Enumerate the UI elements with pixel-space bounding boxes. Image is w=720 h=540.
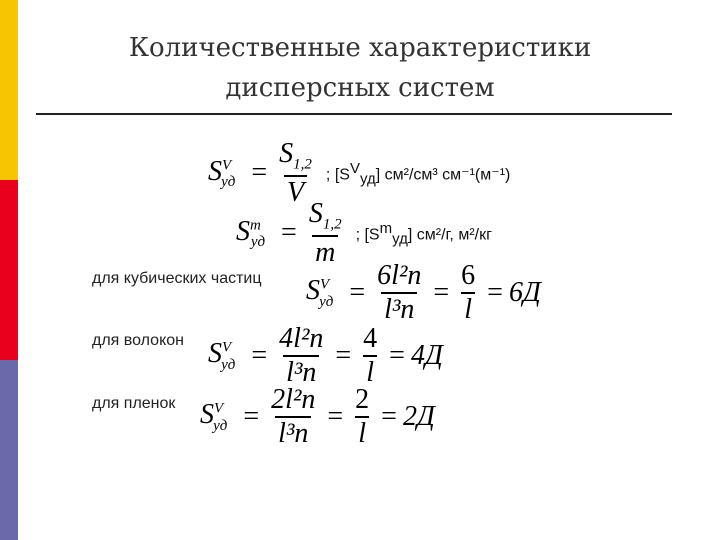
fraction <box>276 140 315 207</box>
formula-lhs <box>208 156 245 192</box>
accent-bar-red <box>0 180 18 360</box>
fraction <box>276 325 326 387</box>
formula-specific-surface-mass <box>236 200 492 267</box>
accent-bar-blue <box>0 360 18 540</box>
fraction-numerator: 6 <box>461 260 476 291</box>
formula-lhs: $S^V_{уд}$ <box>208 338 236 373</box>
formula-result: 6Д <box>508 277 541 308</box>
units-note: ; [SVуд] см²/см³ см⁻¹(м⁻¹) <box>325 159 511 188</box>
fraction-denominator: l³n <box>381 292 417 324</box>
fraction-denominator: l³n <box>275 416 311 448</box>
lhs-subscript: уд <box>250 234 266 251</box>
formula-lhs: $S^V_{уд}$ <box>306 275 334 310</box>
fraction <box>268 386 318 448</box>
title-divider <box>36 113 672 115</box>
lhs-symbol: S <box>208 155 222 187</box>
formula-films: $S^V_{уд}$ = $\frac{\text{2l²n}}{\text{l³n}}$ = $\frac{2}{l}$ = 2Д <box>200 384 435 449</box>
formula-result: 2Д <box>402 401 435 432</box>
fraction-denominator: l <box>363 355 377 387</box>
fraction-numerator: $S_{1,2}$ <box>279 138 312 173</box>
case-label-films: для пленок <box>92 395 176 412</box>
lhs-subscript: уд <box>221 174 236 191</box>
title-line-1: Количественные характеристики <box>128 33 592 63</box>
slide-title <box>40 28 680 108</box>
fraction-denominator: V <box>284 175 307 207</box>
fraction-denominator: l³n <box>283 355 319 387</box>
equals-sign: = <box>281 217 297 249</box>
formula-lhs: $S^V_{уд}$ <box>200 399 228 434</box>
formula-specific-surface-volume <box>208 140 510 207</box>
formula-result: 4Д <box>410 340 443 371</box>
accent-bar-yellow <box>0 0 18 180</box>
case-label-cubic: для кубических частиц <box>92 270 262 287</box>
fraction-numerator: $S_{1,2}$ <box>308 198 342 233</box>
lhs-symbol: S <box>236 215 250 247</box>
fraction <box>458 262 478 324</box>
fraction-numerator: 2 <box>355 384 370 415</box>
fraction-numerator: 6l²n <box>377 260 422 291</box>
fraction-denominator: l <box>461 292 475 324</box>
fraction <box>374 262 424 324</box>
formula-lhs <box>236 216 275 252</box>
fraction <box>306 200 345 267</box>
fraction <box>360 325 380 387</box>
fraction-denominator: m <box>312 235 338 267</box>
units-note: ; [Smуд] см²/г, м²/кг <box>355 219 492 248</box>
fraction-numerator: 4 <box>363 323 378 354</box>
fraction <box>352 386 372 448</box>
formula-cubic: $S^V_{уд}$ = $\frac{\text{6l²n}}{\text{l³n}}$ = $\frac{6}{l}$ = 6Д <box>306 260 541 325</box>
lhs-superscript: m <box>250 217 261 234</box>
case-label-fibers: для волокон <box>92 332 184 349</box>
fraction-numerator: 4l²n <box>279 323 324 354</box>
lhs-superscript: V <box>222 157 232 174</box>
formula-fibers: $S^V_{уд}$ = $\frac{\text{4l²n}}{\text{l³n}}$ = $\frac{4}{l}$ = 4Д <box>208 323 443 388</box>
fraction-numerator: 2l²n <box>271 384 316 415</box>
fraction-denominator: l <box>355 416 369 448</box>
title-line-2: дисперсных систем <box>225 73 495 103</box>
equals-sign: = <box>251 157 268 189</box>
